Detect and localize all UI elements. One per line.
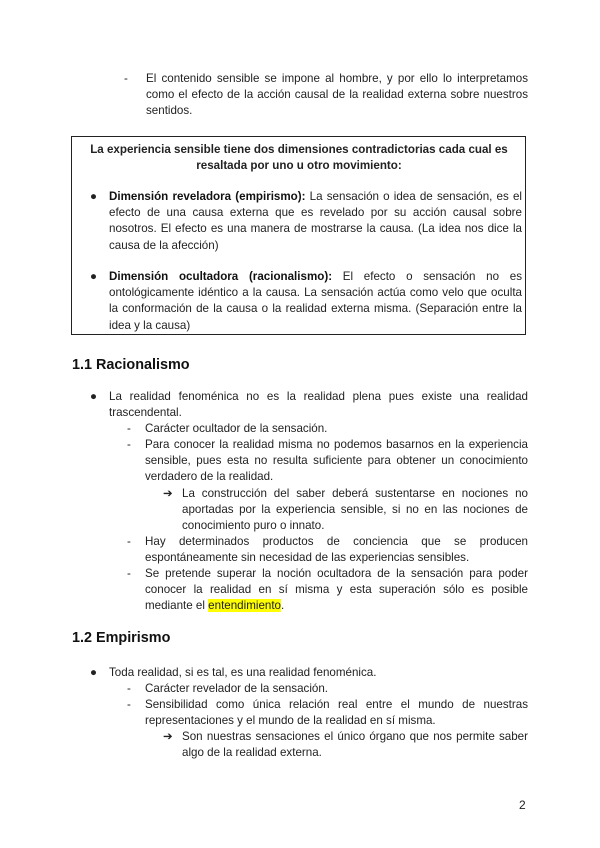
sub4-end: . xyxy=(281,599,285,613)
box-item-term: Dimensión ocultadora (racionalismo): xyxy=(109,270,333,283)
racionalismo-arrow-item xyxy=(163,486,528,535)
dash-marker: - xyxy=(124,72,128,85)
racionalismo-sub2 xyxy=(127,437,528,486)
dash-marker: - xyxy=(127,567,131,580)
box-title: La experiencia sensible tiene dos dimensiones contradictorias cada cual es resaltada por uno u otro movimiento: xyxy=(90,143,508,173)
empirismo-sub2 xyxy=(127,697,528,729)
dash-marker: - xyxy=(127,422,131,435)
racionalismo-main-item xyxy=(90,389,528,421)
bullet-icon: ● xyxy=(90,666,98,679)
box-item-description: El efecto o sensación no es ontológicamente idéntico a la causa. La sensación actúa como velo que oculta la conformación de la causa o la realidad externa misma. (Separación entre la idea y la causa) xyxy=(109,270,523,332)
racionalismo-sub3 xyxy=(127,534,528,566)
arrow-item-text: La construcción del saber deberá sustentarse en nociones no aportadas por la experiencia sensible, si no en las nociones de conocimiento puro o innato. xyxy=(182,487,528,533)
arrow-item-text: Son nuestras sensaciones el único órgano que nos permite saber algo de la realidad externa. xyxy=(182,730,528,760)
sub-item-text xyxy=(145,566,528,615)
box-item-reveladora xyxy=(90,189,522,254)
empirismo-sub1 xyxy=(127,681,528,697)
dash-marker: - xyxy=(127,438,131,451)
dash-marker: - xyxy=(127,682,131,695)
empirismo-main-text: Toda realidad, si es tal, es una realidad fenoménica. xyxy=(109,666,377,679)
bullet-icon: ● xyxy=(90,270,98,283)
arrow-right-icon: ➔ xyxy=(163,730,173,743)
box-item-text xyxy=(109,189,522,254)
sub-item-text: Carácter revelador de la sensación. xyxy=(145,682,329,695)
racionalismo-sub1 xyxy=(127,421,528,437)
dash-marker: - xyxy=(127,698,131,711)
box-item-text xyxy=(109,269,522,334)
heading-empirismo: 1.2 Empirismo xyxy=(72,630,171,646)
sub-item-text: Hay determinados productos de conciencia que se producen espontáneamente sin necesidad de las experiencias sensibles. xyxy=(145,535,528,565)
arrow-right-icon: ➔ xyxy=(163,487,173,500)
box-item-ocultadora xyxy=(90,269,522,334)
sub-item-text: Para conocer la realidad misma no podemos basarnos en la experiencia sensible, pues esta no resulta suficiente para obtener un conocimiento verdadero de la realidad. xyxy=(145,438,528,484)
intro-text: El contenido sensible se impone al hombre, y por ello lo interpretamos como el efecto de la acción causal de la realidad externa sobre nuestros sentidos. xyxy=(146,72,528,118)
highlighted-term: entendimiento xyxy=(208,599,282,613)
intro-item xyxy=(124,71,528,120)
sub-item-text: Sensibilidad como única relación real entre el mundo de nuestras representaciones y el mundo de la realidad en sí misma. xyxy=(145,698,528,728)
heading-racionalismo: 1.1 Racionalismo xyxy=(72,357,190,373)
empirismo-arrow-item xyxy=(163,729,528,761)
dash-marker: - xyxy=(127,535,131,548)
box-item-description: La sensación o idea de sensación, es el efecto de una causa externa que es revelado por su acción causal sobre nosotros. El efecto es una manera de mostrarse la causa. (La idea nos dice la causa de la afección) xyxy=(109,190,522,252)
box-item-term: Dimensión reveladora (empirismo): xyxy=(109,190,306,203)
racionalismo-sub4 xyxy=(127,566,528,615)
bullet-icon: ● xyxy=(90,190,98,203)
bullet-icon: ● xyxy=(90,390,98,403)
page-number: 2 xyxy=(519,798,526,812)
racionalismo-main-text: La realidad fenoménica no es la realidad plena pues existe una realidad trascendental. xyxy=(109,390,528,420)
empirismo-main-item xyxy=(90,665,528,681)
sub-item-text: Carácter ocultador de la sensación. xyxy=(145,422,328,435)
sub4-text: Se pretende superar la noción ocultadora de la sensación para poder conocer la realidad en sí misma y esta superación sólo es posible mediante el xyxy=(145,567,528,613)
